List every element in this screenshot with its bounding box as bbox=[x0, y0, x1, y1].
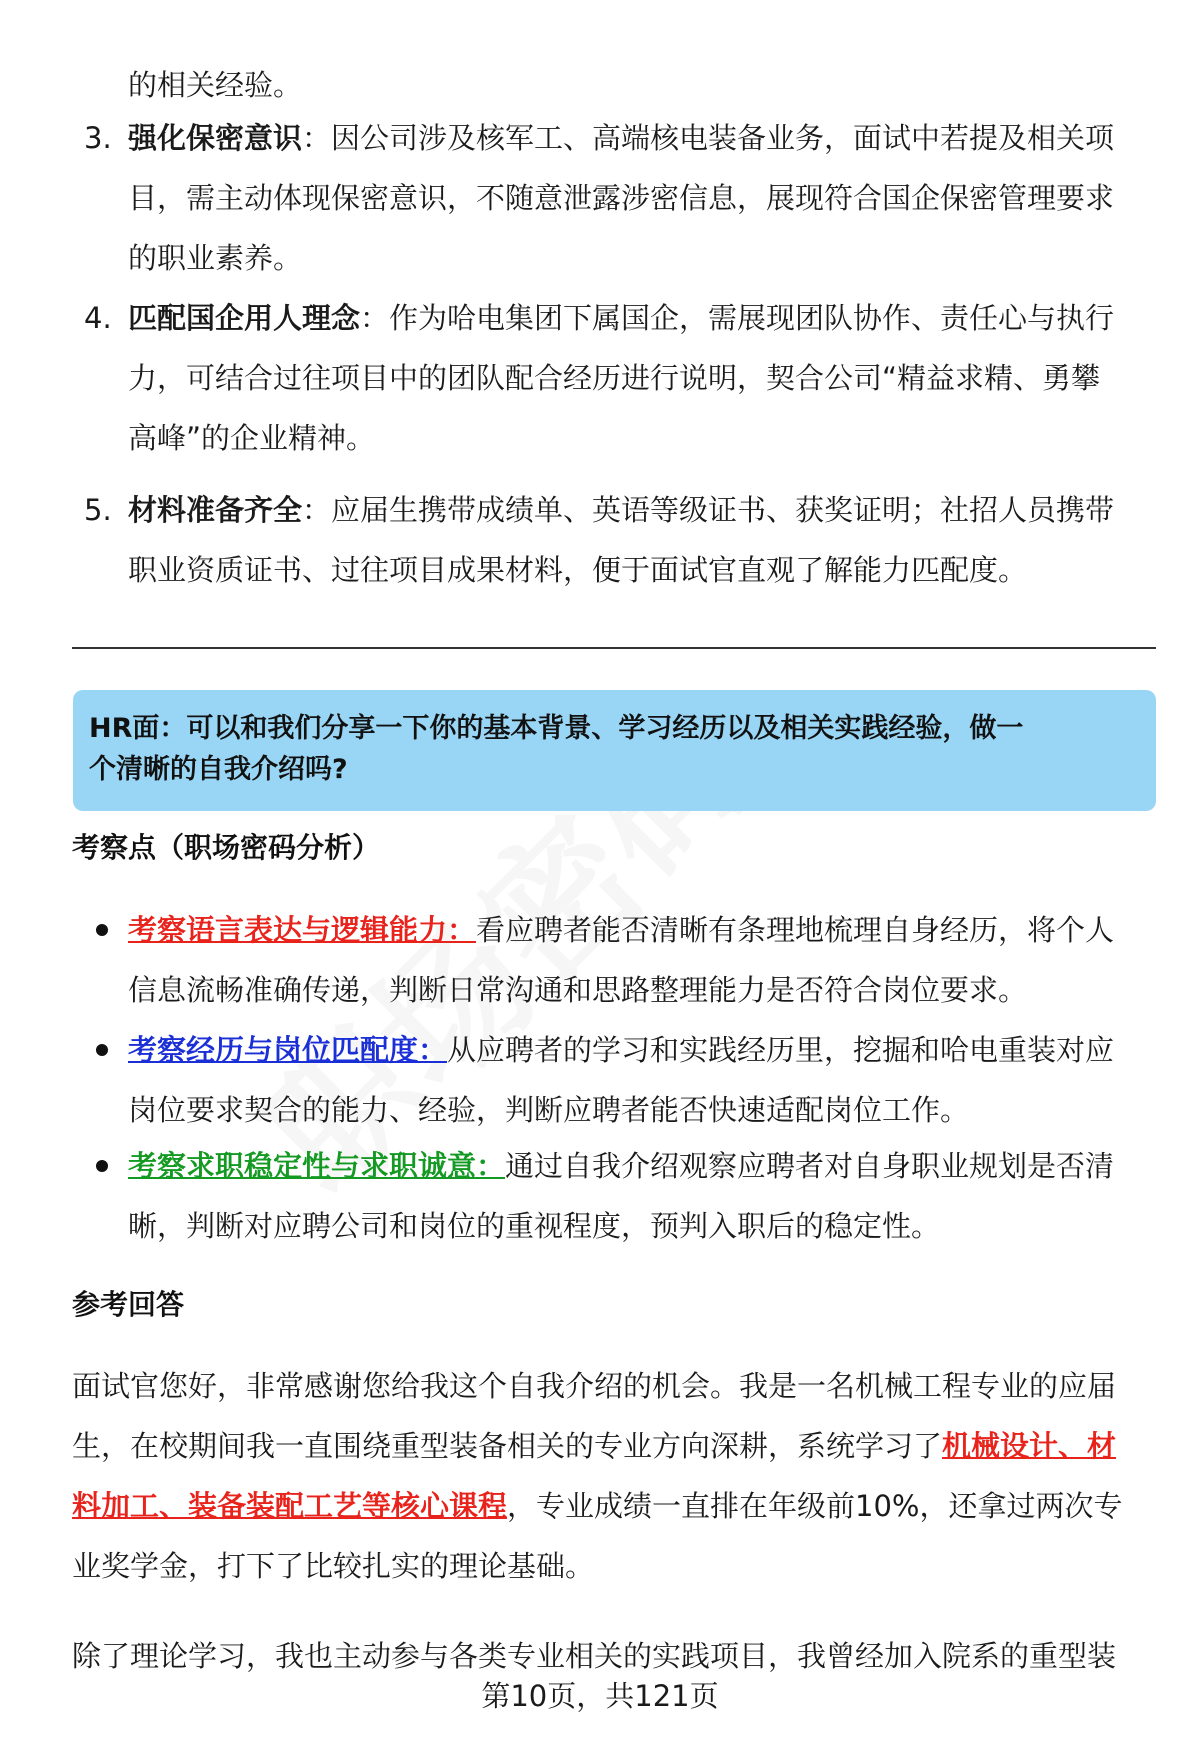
bullet-keyword: 考察经历与岗位匹配度： bbox=[128, 1033, 448, 1067]
list-item-text: ：因公司涉及核军工、高端核电装备业务，面试中若提及相关项 bbox=[302, 121, 1115, 155]
bullet-text: 从应聘者的学习和实践经历里，挖掘和哈电重装对应 bbox=[447, 1033, 1115, 1067]
bullet-dot bbox=[96, 1044, 108, 1056]
bullet-text: 看应聘者能否清晰有条理地梳理自身经历，将个人 bbox=[476, 913, 1115, 947]
bullet-line bbox=[128, 900, 1114, 960]
list-number: 4. bbox=[84, 301, 112, 335]
bullet-dot bbox=[96, 924, 108, 936]
list-item-text: 高峰”的企业精神。 bbox=[128, 421, 376, 455]
bullet-text: 信息流畅准确传递，判断日常沟通和思路整理能力是否符合岗位要求。 bbox=[128, 973, 1028, 1007]
list-item-title: 材料准备齐全 bbox=[128, 493, 303, 527]
question-callout bbox=[73, 690, 1156, 811]
question-text: 个清晰的自我介绍吗? bbox=[89, 754, 348, 785]
bullet-text: 通过自我介绍观察应聘者对自身职业规划是否清 bbox=[505, 1149, 1115, 1183]
list-continuation: 的相关经验。 bbox=[128, 68, 303, 102]
horizontal-divider bbox=[72, 647, 1156, 649]
paragraph-text: 生，在校期间我一直围绕重型装备相关的专业方向深耕，系统学习了 bbox=[72, 1429, 943, 1463]
paragraph-line bbox=[72, 1476, 1122, 1536]
list-item-text: 目，需主动体现保密意识，不随意泄露涉密信息，展现符合国企保密管理要求 bbox=[128, 181, 1115, 215]
highlighted-text: 料加工、装备装配工艺等核心课程 bbox=[72, 1489, 508, 1523]
list-item-line bbox=[128, 480, 1114, 540]
list-item-text: ：应届生携带成绩单、英语等级证书、获奖证明；社招人员携带 bbox=[302, 493, 1115, 527]
paragraph-line bbox=[72, 1416, 1116, 1476]
list-number: 3. bbox=[84, 121, 112, 155]
paragraph-text: ，专业成绩一直排在年级前10%，还拿过两次专 bbox=[507, 1489, 1123, 1523]
answer-heading: 参考回答 bbox=[72, 1288, 185, 1321]
paragraph-text: 面试官您好，非常感谢您给我这个自我介绍的机会。我是一名机械工程专业的应届 bbox=[72, 1369, 1117, 1403]
paragraph-text: 业奖学金，打下了比较扎实的理论基础。 bbox=[72, 1549, 595, 1583]
list-item-title: 匹配国企用人理念 bbox=[128, 301, 361, 335]
bullet-keyword: 考察语言表达与逻辑能力： bbox=[128, 913, 477, 947]
list-number: 5. bbox=[84, 493, 112, 527]
bullet-line bbox=[128, 1020, 1114, 1080]
analysis-heading: 考察点（职场密码分析） bbox=[72, 831, 381, 864]
list-item-line bbox=[128, 288, 1114, 348]
bullet-keyword: 考察求职稳定性与求职诚意： bbox=[128, 1149, 506, 1183]
list-item-text: 的职业素养。 bbox=[128, 241, 303, 275]
list-item-title: 强化保密意识 bbox=[128, 121, 303, 155]
paragraph-text: 除了理论学习，我也主动参与各类专业相关的实践项目，我曾经加入院系的重型装 bbox=[72, 1639, 1117, 1673]
list-item-line bbox=[128, 108, 1114, 168]
list-item-text: 职业资质证书、过往项目成果材料，便于面试官直观了解能力匹配度。 bbox=[128, 553, 1028, 587]
page-footer: 第10页，共121页 bbox=[481, 1679, 719, 1713]
bullet-dot bbox=[96, 1160, 108, 1172]
list-item-text: ：作为哈电集团下属国企，需展现团队协作、责任心与执行 bbox=[360, 301, 1115, 335]
highlighted-text: 机械设计、材 bbox=[942, 1429, 1117, 1463]
question-text: HR面：可以和我们分享一下你的基本背景、学习经历以及相关实践经验，做一 bbox=[89, 713, 1024, 744]
bullet-line bbox=[128, 1136, 1114, 1196]
list-item-text: 力，可结合过往项目中的团队配合经历进行说明，契合公司“精益求精、勇攀 bbox=[128, 361, 1101, 395]
bullet-text: 晰，判断对应聘公司和岗位的重视程度，预判入职后的稳定性。 bbox=[128, 1209, 941, 1243]
bullet-text: 岗位要求契合的能力、经验，判断应聘者能否快速适配岗位工作。 bbox=[128, 1093, 970, 1127]
